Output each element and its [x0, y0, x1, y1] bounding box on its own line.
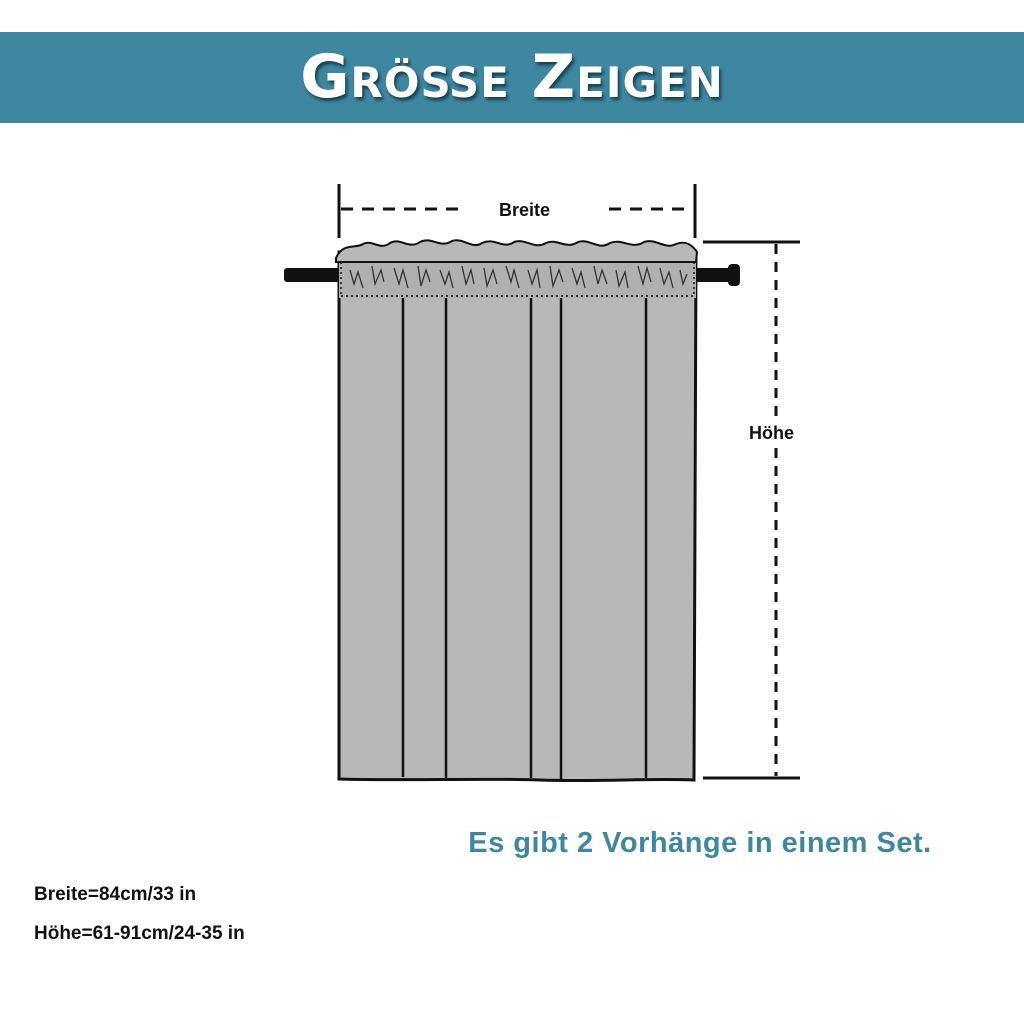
page-title: Größe Zeigen	[300, 42, 724, 112]
height-dimension	[703, 242, 800, 778]
height-spec: Höhe=61-91cm/24-35 in	[34, 923, 245, 944]
height-label: Höhe	[749, 423, 794, 443]
set-note: Es gibt 2 Vorhänge in einem Set.	[468, 827, 932, 859]
curtain-panel	[336, 240, 697, 780]
width-spec: Breite=84cm/33 in	[34, 884, 197, 905]
width-label: Breite	[499, 200, 551, 220]
